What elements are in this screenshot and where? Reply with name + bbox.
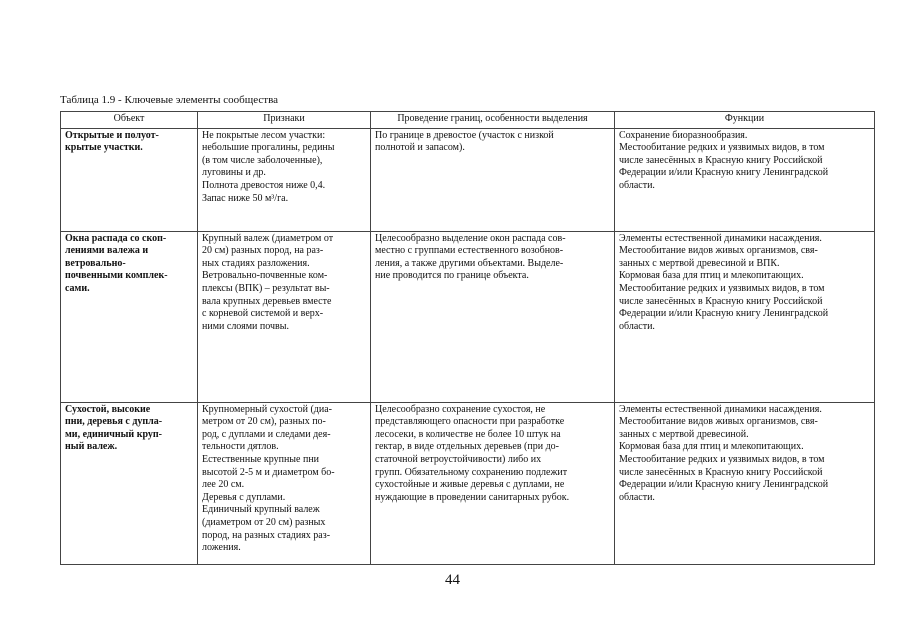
cell-line: почвенными комплек-	[65, 270, 168, 282]
cell-signs	[198, 231, 371, 402]
cell-line: Открытые и полуот-	[65, 129, 159, 141]
cell-line: числе занесённых в Красную книгу Российской	[619, 466, 823, 478]
cell-signs	[198, 128, 371, 231]
cell-line: гектар, в виде отдельных деревьев (при до-	[375, 441, 559, 453]
cell-line: Местообитание редких и уязвимых видов, в том	[619, 282, 825, 294]
cell-line: лениями валежа и	[65, 245, 149, 257]
cell-line: ми, единичный круп-	[65, 428, 162, 440]
cell-line: луговины и др.	[202, 167, 266, 179]
cell-line: области.	[619, 320, 655, 332]
cell-line: крытые участки.	[65, 142, 143, 154]
cell-line: Целесообразно выделение окон распада сов-	[375, 232, 566, 244]
cell-line: ный валеж.	[65, 441, 118, 453]
cell-line: местно с группами естественного возобнов-	[375, 245, 564, 257]
header-functions: Функции	[615, 112, 875, 129]
cell-line: Крупный валеж (диаметром от	[202, 232, 334, 244]
table-row	[61, 402, 875, 564]
cell-line: Местообитание видов живых организмов, свя-	[619, 245, 818, 257]
cell-line: лее 20 см.	[202, 479, 245, 491]
cell-line: вала крупных деревьев вместе	[202, 295, 332, 307]
cell-line: Полнота древостоя ниже 0,4.	[202, 179, 326, 191]
cell-line: числе занесённых в Красную книгу Российской	[619, 154, 823, 166]
cell-line: области.	[619, 179, 655, 191]
cell-line: нуждающие в проведении санитарных рубок.	[375, 491, 570, 503]
cell-line: тельности дятлов.	[202, 441, 279, 453]
cell-functions	[615, 231, 875, 402]
cell-line: сухостойные и живые деревья с дуплами, не	[375, 479, 565, 491]
table-caption: Таблица 1.9 - Ключевые элементы сообщества	[60, 94, 279, 106]
cell-line: с корневой системой и верх-	[202, 308, 324, 320]
cell-line: Федерации и/или Красную книгу Ленинградской	[619, 479, 829, 491]
cell-line: области.	[619, 491, 655, 503]
cell-line: сами.	[65, 282, 90, 294]
cell-line: Крупномерный сухостой (диа-	[202, 403, 332, 415]
cell-line: Единичный крупный валеж	[202, 504, 320, 516]
cell-line: полнотой и запасом).	[375, 142, 465, 154]
cell-line: ние проводится по границе объекта.	[375, 270, 529, 282]
cell-line: (диаметром от 20 см) разных	[202, 516, 326, 528]
cell-line: ними слоями почвы.	[202, 320, 289, 332]
cell-line: пород, на разных стадиях раз-	[202, 529, 331, 541]
table-row	[61, 128, 875, 231]
cell-object	[61, 128, 198, 231]
cell-object	[61, 402, 198, 564]
cell-line: ложения.	[202, 542, 241, 554]
cell-object	[61, 231, 198, 402]
cell-line: статочной ветроустойчивости) либо их	[375, 453, 542, 465]
table-header-row	[61, 112, 875, 129]
cell-line: 20 см) разных пород, на раз-	[202, 245, 324, 257]
table-row	[61, 231, 875, 402]
cell-line: (в том числе заболоченные),	[202, 154, 323, 166]
cell-signs	[198, 402, 371, 564]
cell-line: Окна распада со скоп-	[65, 232, 167, 244]
cell-line: Федерации и/или Красную книгу Ленинградской	[619, 308, 829, 320]
cell-line: Ветровально-почвенные ком-	[202, 270, 328, 282]
cell-line: Запас ниже 50 м³/га.	[202, 192, 289, 204]
page-number: 44	[445, 572, 460, 588]
cell-line: групп. Обязательному сохранению подлежит	[375, 466, 568, 478]
cell-line: Местообитание редких и уязвимых видов, в том	[619, 453, 825, 465]
cell-line: занных с мертвой древесиной.	[619, 428, 749, 440]
cell-functions	[615, 402, 875, 564]
cell-line: занных с мертвой древесиной и ВПК.	[619, 257, 780, 269]
cell-functions	[615, 128, 875, 231]
header-object: Объект	[61, 112, 198, 129]
key-elements-table	[60, 111, 875, 565]
cell-line: Федерации и/или Красную книгу Ленинградской	[619, 167, 829, 179]
header-signs: Признаки	[198, 112, 371, 129]
cell-line: ных стадиях разложения.	[202, 257, 310, 269]
cell-line: Деревья с дуплами.	[202, 491, 286, 503]
cell-line: плексы (ВПК) – результат вы-	[202, 282, 330, 294]
cell-line: Местообитание видов живых организмов, свя-	[619, 416, 818, 428]
cell-line: Элементы естественной динамики насаждения.	[619, 403, 822, 415]
cell-borders	[371, 128, 615, 231]
cell-line: высотой 2-5 м и диаметром бо-	[202, 466, 335, 478]
cell-line: представляющего опасности при разработке	[375, 416, 565, 428]
cell-borders	[371, 231, 615, 402]
cell-line: Естественные крупные пни	[202, 453, 320, 465]
cell-line: Кормовая база для птиц и млекопитающих.	[619, 270, 804, 282]
cell-line: Сохранение биоразнообразия.	[619, 129, 748, 141]
cell-line: лесосеки, в количестве не более 10 штук на	[375, 428, 561, 440]
cell-line: Целесообразно сохранение сухостоя, не	[375, 403, 546, 415]
cell-line: Элементы естественной динамики насаждения.	[619, 232, 822, 244]
cell-line: числе занесённых в Красную книгу Российской	[619, 295, 823, 307]
cell-borders	[371, 402, 615, 564]
header-borders: Проведение границ, особенности выделения	[371, 112, 615, 129]
cell-line: Кормовая база для птиц и млекопитающих.	[619, 441, 804, 453]
cell-line: По границе в древостое (участок с низкой	[375, 129, 554, 141]
cell-line: метром от 20 см), разных по-	[202, 416, 326, 428]
cell-line: пни, деревья с дупла-	[65, 416, 163, 428]
cell-line: небольшие прогалины, редины	[202, 142, 335, 154]
cell-line: род, с дуплами и следами дея-	[202, 428, 331, 440]
cell-line: ления, а также другими объектами. Выделе-	[375, 257, 564, 269]
cell-line: Сухостой, высокие	[65, 403, 151, 415]
cell-line: ветровально-	[65, 257, 126, 269]
cell-line: Не покрытые лесом участки:	[202, 129, 326, 141]
cell-line: Местообитание редких и уязвимых видов, в том	[619, 142, 825, 154]
